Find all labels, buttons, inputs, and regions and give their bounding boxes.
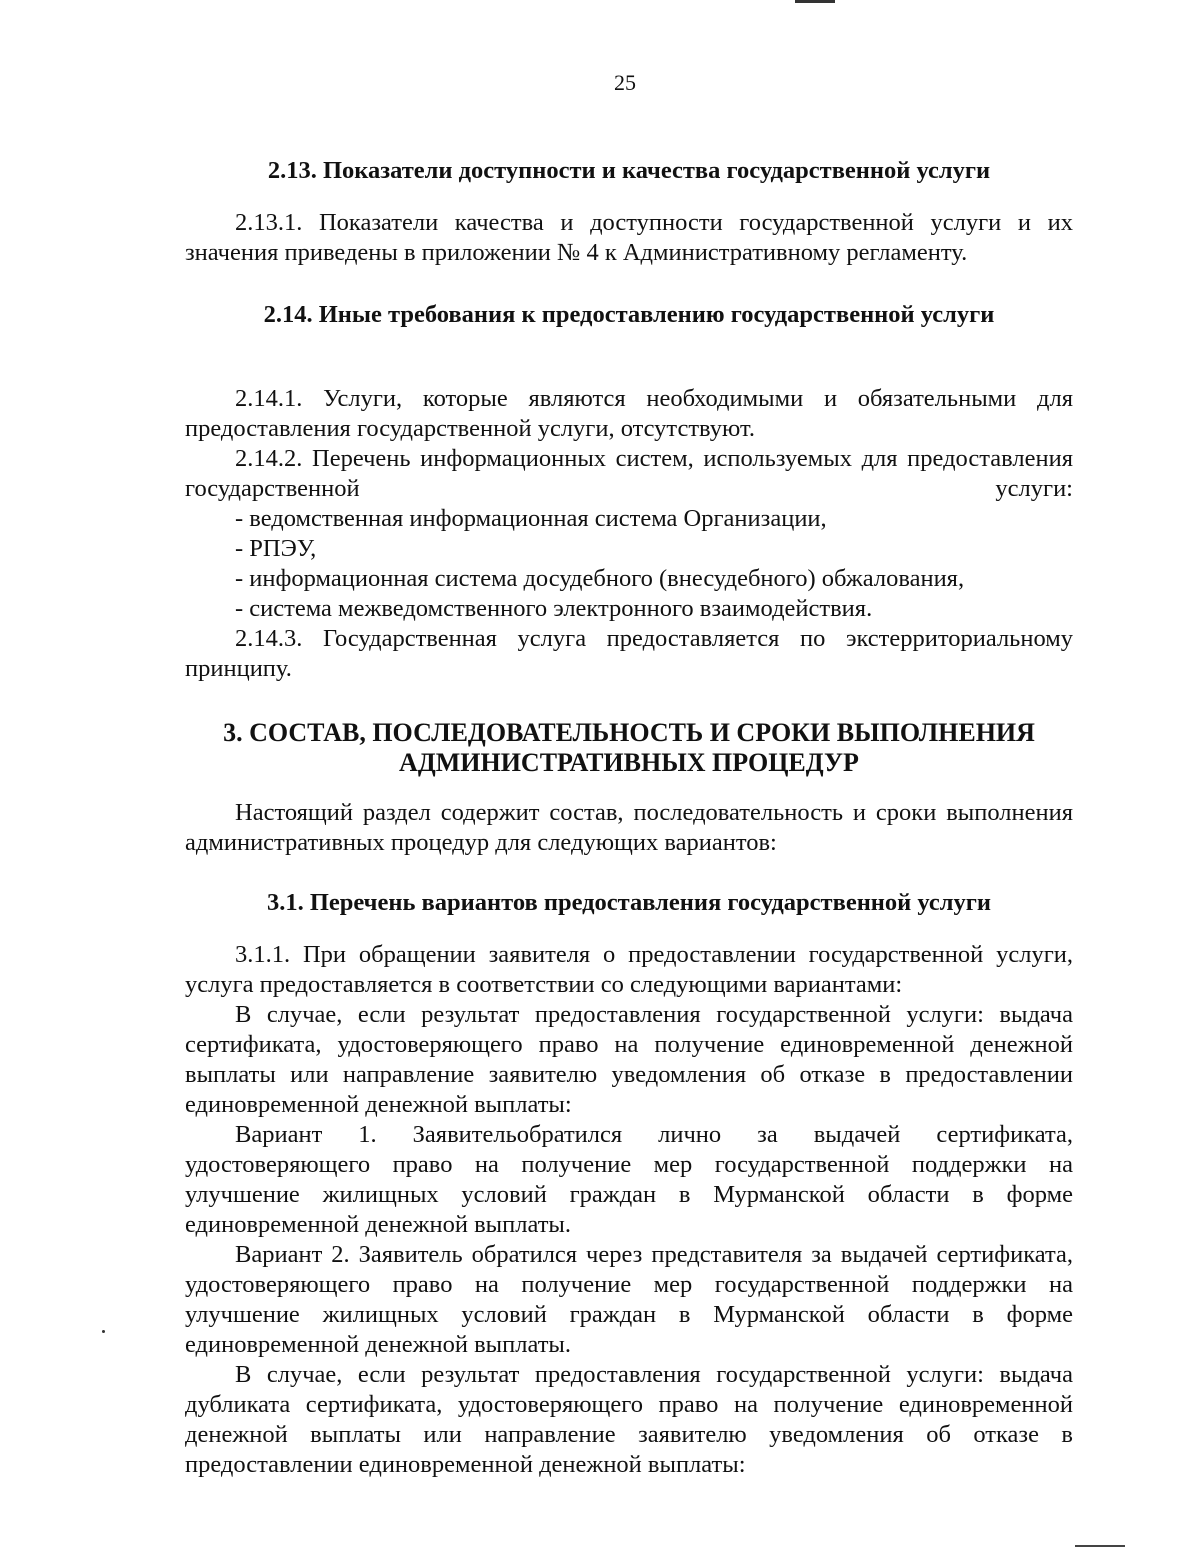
heading-3-line2: АДМИНИСТРАТИВНЫХ ПРОЦЕДУР xyxy=(399,748,859,777)
paragraph-3-1-case-2: В случае, если результат предоставления государственной услуги: выдача дубликата сертификата, удостоверяющего право на получение единовременной денежной выплаты или направление заявителю уведомления об отказе в предоставлении единовременной денежной выплаты: xyxy=(185,1361,1073,1478)
list-item: - система межведомственного электронного взаимодействия. xyxy=(235,595,873,622)
page-number: 25 xyxy=(614,70,636,95)
paragraph-3-1-1: 3.1.1. При обращении заявителя о предоставлении государственной услуги, услуга предоставляется в соответствии со следующими вариантами: xyxy=(185,941,1073,998)
list-item: - РПЭУ, xyxy=(235,535,317,562)
paragraph-2-14-2: 2.14.2. Перечень информационных систем, используемых для предоставления государственной услуги: xyxy=(185,445,1073,502)
document-body xyxy=(185,150,1073,1480)
heading-3 xyxy=(185,718,1073,778)
scan-artifact-dot xyxy=(102,1330,105,1333)
paragraph-2-13-1: 2.13.1. Показатели качества и доступности государственной услуги и их значения приведены в приложении № 4 к Административному регламенту. xyxy=(185,209,1073,266)
paragraph-variant-2: Вариант 2. Заявитель обратился через представителя за выдачей сертификата, удостоверяющего право на получение мер государственной поддержки на улучшение жилищных условий граждан в Мурманской области в форме единовременной денежной выплаты. xyxy=(185,1241,1073,1358)
list-item: - ведомственная информационная система Организации, xyxy=(235,505,827,532)
heading-2-13: 2.13. Показатели доступности и качества государственной услуги xyxy=(267,157,991,184)
heading-2-14: 2.14. Иные требования к предоставлению государственной услуги xyxy=(263,301,995,328)
list-item: - информационная система досудебного (внесудебного) обжалования, xyxy=(235,565,965,592)
paragraph-3-intro: Настоящий раздел содержит состав, последовательность и сроки выполнения административных процедур для следующих вариантов: xyxy=(185,799,1073,856)
heading-3-line1: 3. СОСТАВ, ПОСЛЕДОВАТЕЛЬНОСТЬ И СРОКИ ВЫПОЛНЕНИЯ xyxy=(223,718,1035,747)
paragraph-2-14-1: 2.14.1. Услуги, которые являются необходимыми и обязательными для предоставления государственной услуги, отсутствуют. xyxy=(185,385,1073,442)
paragraph-3-1-case-1: В случае, если результат предоставления государственной услуги: выдача сертификата, удостоверяющего право на получение единовременной денежной выплаты или направление заявителю уведомления об отказе в предоставлении единовременной денежной выплаты: xyxy=(185,1001,1073,1118)
paragraph-2-14-3: 2.14.3. Государственная услуга предоставляется по экстерриториальному принципу. xyxy=(185,625,1073,682)
paragraph-variant-1: Вариант 1. Заявительобратился лично за выдачей сертификата, удостоверяющего право на получение мер государственной поддержки на улучшение жилищных условий граждан в Мурманской области в форме единовременной денежной выплаты. xyxy=(185,1121,1073,1238)
scan-artifact-bottom xyxy=(1075,1545,1125,1547)
heading-3-1: 3.1. Перечень вариантов предоставления государственной услуги xyxy=(266,889,992,916)
scan-artifact-top xyxy=(795,0,835,3)
